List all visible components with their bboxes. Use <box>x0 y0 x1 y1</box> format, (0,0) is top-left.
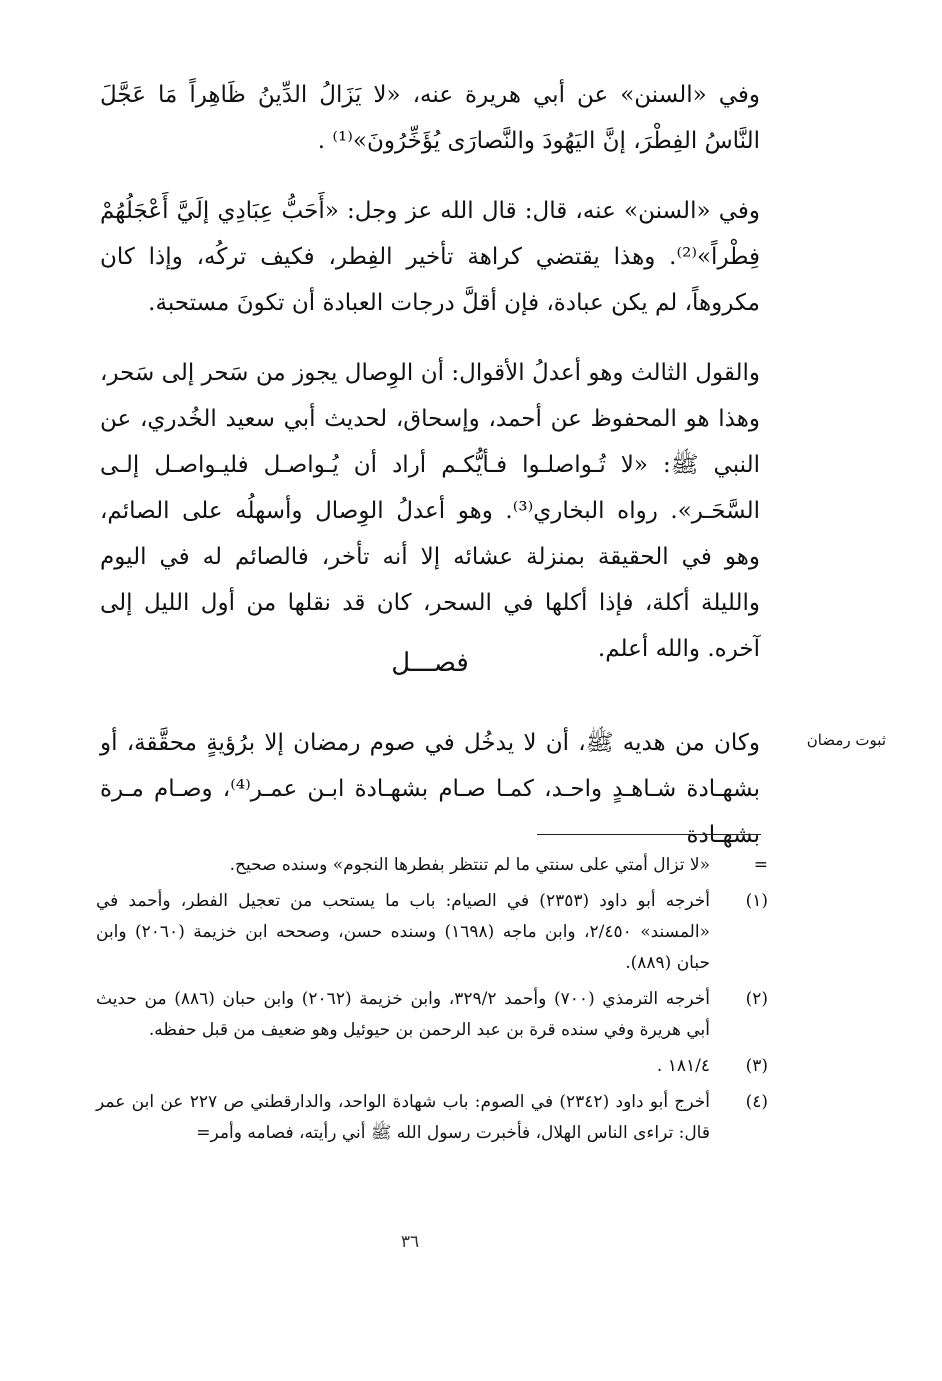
footnote-number: = <box>753 855 768 875</box>
footnote-number: (٢) <box>745 989 768 1009</box>
footnote-separator <box>537 834 761 835</box>
body-paragraph: والقول الثالث وهو أعدلُ الأقوال: أن الوِصال يجوز من سَحر إلى سَحر، وهذا هو المحفوظ عن أحمد، وإسحاق، لحديث أبي سعيد الخُدري، عن النبي ﷺ: «لا تُـواصلـوا فـأيُّكـم أراد أن يُـواصـل فليـواصـل إلـى السَّحَـر». رواه البخاري⁽³⁾. وهو أعدلُ الوِصال وأسهلُه على الصائم، وهو في الحقيقة بمنزلة عشائه إلا أنه تأخر، فالصائم له في اليوم والليلة أكلة، فإذا أكلها في السحر، كان قد نقلها من أول الليل إلى آخره. والله أعلم. <box>100 360 760 662</box>
section-heading: فصـــل <box>391 648 469 678</box>
footnote-number: (٣) <box>745 1056 768 1076</box>
body-paragraph: وكان من هديه ﷺ، أن لا يدخُل في صوم رمضان إلا برُؤيةٍ محقَّقة، أو بشهـادة شـاهـدٍ واحـد، كمـا صـام بشهـادة ابـن عمـر⁽⁴⁾، وصـام مـرة بشهـادة <box>100 730 760 848</box>
footnote-text: أخرج أبو داود (٢٣٤٢) في الصوم: باب شهادة الواحد، والدارقطني ص ٢٢٧ عن ابن عمر قال: تراءى الناس الهلال، فأخبرت رسول الله ﷺ أني رأيته، فصامه وأمر= <box>96 1092 710 1143</box>
footnote <box>96 1087 768 1149</box>
footnote <box>96 850 768 881</box>
footnote <box>96 984 768 1046</box>
footnote-text: أخرجه الترمذي (٧٠٠) وأحمد ٣٢٩/٢، وابن خزيمة (٢٠٦٢) وابن حبان (٨٨٦) من حديث أبي هريرة وفي سنده قرة بن عبد الرحمن بن حيوئيل وهو ضعيف من قبل حفظه. <box>96 989 710 1040</box>
footnotes <box>96 850 768 1154</box>
footnote-text: أخرجه أبو داود (٢٣٥٣) في الصيام: باب ما يستحب من تعجيل الفطر، وأحمد في «المسند» ٢/٤٥٠، وابن ماجه (١٦٩٨) وسنده حسن، وصححه ابن خزيمة (٢٠٦٠) وابن حبان (٨٨٩). <box>96 891 710 973</box>
page-number: ٣٦ <box>400 1232 420 1252</box>
footnote-number: (٤) <box>745 1092 768 1112</box>
footnote-number: (١) <box>745 891 768 911</box>
footnote-text: «لا تزال أمتي على سنتي ما لم تنتظر بفطرها النجوم» وسنده صحيح. <box>229 855 710 875</box>
footnote-text: ١٨١/٤ . <box>656 1056 710 1076</box>
margin-note: ثبوت رمضان <box>806 731 886 749</box>
footnote <box>96 1051 768 1082</box>
footnote <box>96 886 768 979</box>
body-paragraph: وفي «السنن» عنه، قال: قال الله عز وجل: «أَحَبُّ عِبَادِي إلَيَّ أَعْجَلُهُمْ فِطْراً»⁽²⁾. وهذا يقتضي كراهة تأخير الفِطر، فكيف تركُه، وإذا كان مكروهاً، لم يكن عبادة، فإن أقلَّ درجات العبادة أن تكونَ مستحبة. <box>100 198 760 316</box>
body-paragraph: وفي «السنن» عن أبي هريرة عنه، «لا يَزَالُ الدِّينُ ظَاهِراً مَا عَجَّلَ النَّاسُ الفِطْرَ، إنَّ اليَهُودَ والنَّصارَى يُؤَخِّرُونَ»⁽¹⁾ . <box>100 82 760 154</box>
